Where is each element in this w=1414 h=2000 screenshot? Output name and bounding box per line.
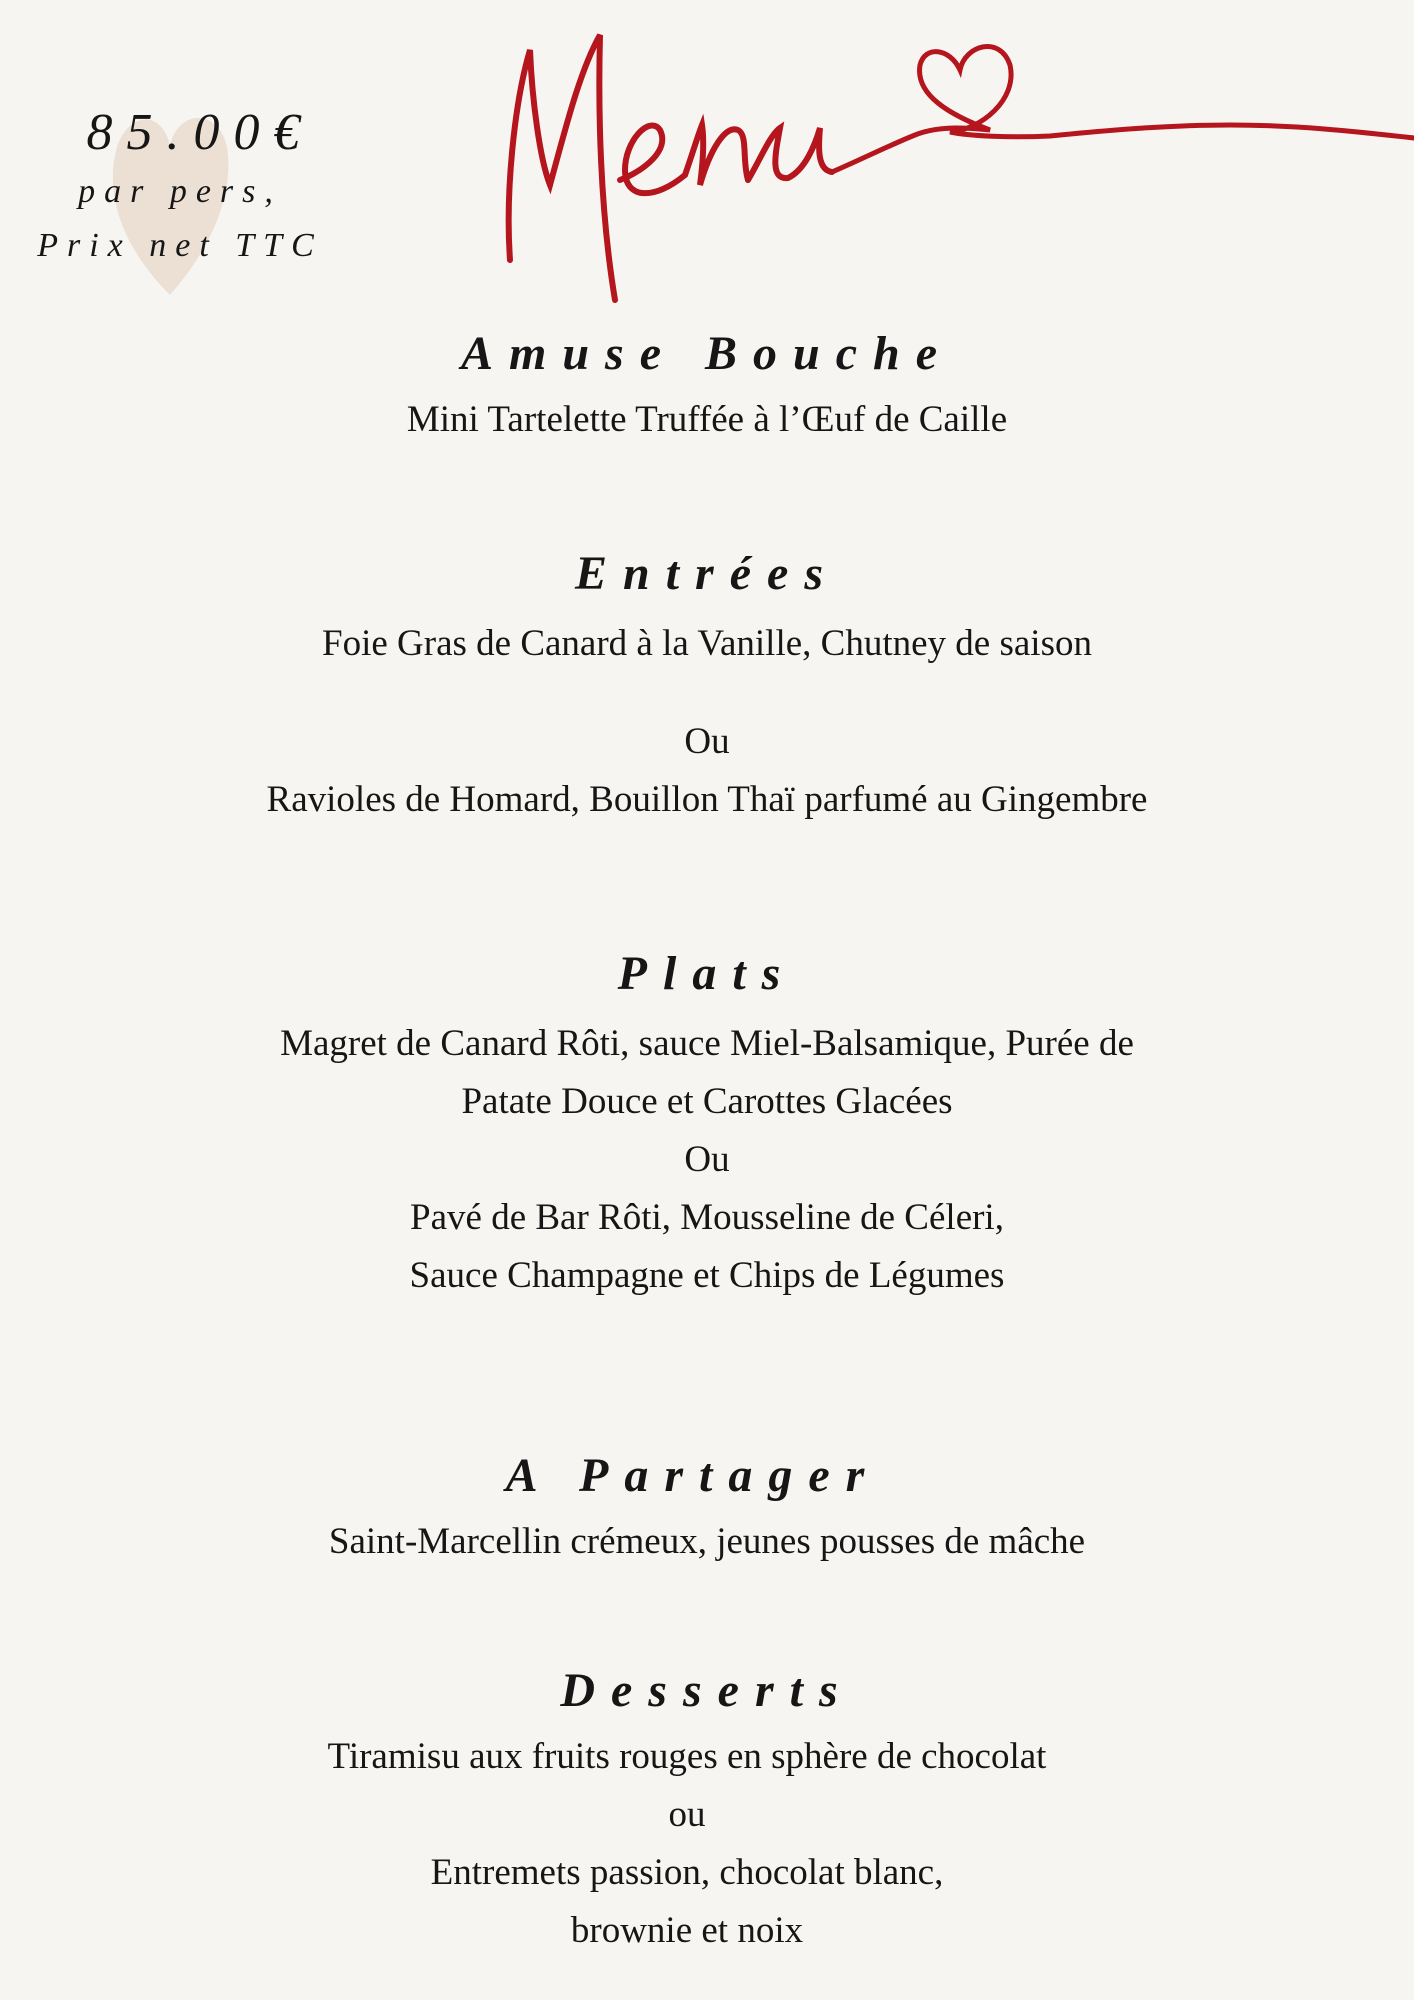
- or-separator: Ou: [684, 1138, 730, 1180]
- price-block: [0, 100, 360, 274]
- menu-item: Foie Gras de Canard à la Vanille, Chutney de saison: [322, 622, 1092, 664]
- section-title: Amuse Bouche: [460, 327, 954, 380]
- section-plats: [0, 945, 1414, 1305]
- section-title: Desserts: [560, 1664, 854, 1717]
- menu-title-flourish: [832, 46, 1414, 172]
- section-a-partager: [0, 1447, 1414, 1571]
- menu-title-letter-n: [685, 125, 748, 185]
- price-amount: 85.00€: [86, 104, 314, 161]
- section-title: Entrées: [574, 547, 839, 600]
- section-entrees: [0, 545, 1414, 829]
- price-note: Prix net TTC: [37, 227, 323, 265]
- section-title: A Partager: [505, 1449, 881, 1502]
- menu-title-letter-u: [748, 128, 832, 180]
- menu-item: Mini Tartelette Truffée à l’Œuf de Caille: [406, 398, 1008, 440]
- menu-item-line: Magret de Canard Rôti, sauce Miel-Balsamique, Purée de: [280, 1022, 1134, 1064]
- or-separator: ou: [668, 1793, 706, 1835]
- section-desserts: [0, 1662, 1414, 1960]
- menu-item-line: Sauce Champagne et Chips de Légumes: [409, 1254, 1005, 1296]
- menu-item-line: Patate Douce et Carottes Glacées: [461, 1080, 953, 1122]
- menu-item-line: Entremets passion, chocolat blanc,: [430, 1851, 944, 1893]
- menu-item-line: Tiramisu aux fruits rouges en sphère de chocolat: [327, 1735, 1047, 1777]
- menu-item-line: brownie et noix: [570, 1909, 804, 1951]
- menu-title-letter-m: [509, 35, 615, 300]
- menu-title: [470, 10, 1414, 320]
- menu-item: Ravioles de Homard, Bouillon Thaï parfumé au Gingembre: [266, 778, 1148, 820]
- menu-item: Saint-Marcellin crémeux, jeunes pousses de mâche: [328, 1520, 1086, 1562]
- section-amuse-bouche: [0, 325, 1414, 449]
- price-per-person: par pers,: [78, 173, 282, 210]
- menu-title-letter-e: [620, 126, 685, 194]
- section-title: Plats: [617, 947, 797, 1000]
- menu-item-line: Pavé de Bar Rôti, Mousseline de Céleri,: [410, 1196, 1004, 1238]
- or-separator: Ou: [684, 720, 730, 762]
